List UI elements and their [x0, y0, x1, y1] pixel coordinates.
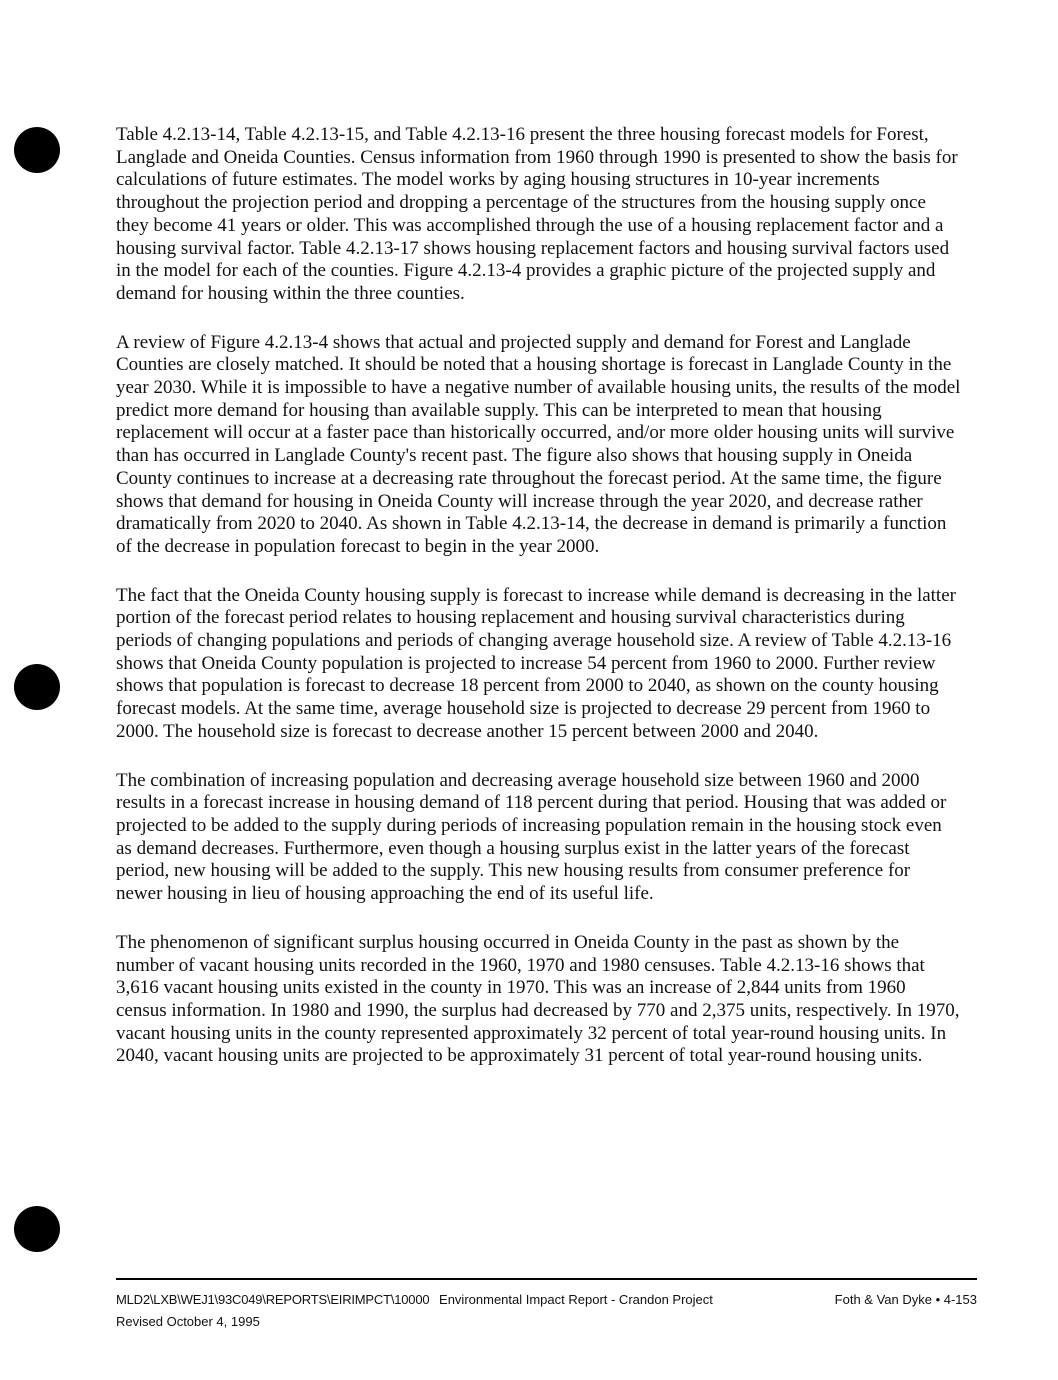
paragraph-oneida-supply-demand: The fact that the Oneida County housing supply is forecast to increase while demand is decreasing in the latter portion of the forecast period relates to housing replacement and housing survival characteristics during periods of changing populations and periods of changing average household size. A review of Table 4.2.13-16 shows that Oneida County population is projected to increase 54 percent from 1960 to 2000. Further review shows that population is forecast to decrease 18 percent from 2000 to 2040, as shown on the county housing forecast models. At the same time, average household size is projected to decrease 29 percent from 1960 to 2000. The household size is forecast to decrease another 15 percent between 2000 and 2040. [116, 584, 956, 742]
footer-file-path: MLD2\LXB\WEJ1\93C049\REPORTS\EIRIMPCT\10000 [116, 1292, 430, 1307]
footer-divider [116, 1278, 977, 1280]
footer-left [116, 1290, 796, 1310]
binder-punch-hole [14, 127, 60, 173]
footer-document-title: Environmental Impact Report - Crandon Project [439, 1292, 713, 1307]
binder-punch-hole [14, 664, 60, 710]
paragraph-figure-review: A review of Figure 4.2.13-4 shows that actual and projected supply and demand for Forest and Langlade Counties are closely matched. It should be noted that a housing shortage is forecast in Langlade County in the year 2030. While it is impossible to have a negative number of available housing units, the results of the model predict more demand for housing than available supply. This can be interpreted to mean that housing replacement will occur at a faster pace than historically occurred, and/or more older housing units will survive than has occurred in Langlade County's recent past. The figure also shows that housing supply in Oneida County continues to increase at a decreasing rate throughout the forecast period. At the same time, the figure shows that demand for housing in Oneida County will increase through the year 2020, and decrease rather dramatically from 2020 to 2040. As shown in Table 4.2.13-14, the decrease in demand is primarily a function of the decrease in population forecast to begin in the year 2000. [116, 331, 961, 557]
footer-firm-page-number: Foth & Van Dyke • 4-153 [834, 1292, 977, 1307]
footer-revised-date: Revised October 4, 1995 [116, 1314, 260, 1329]
paragraph-surplus-housing: The phenomenon of significant surplus housing occurred in Oneida County in the past as shown by the number of vacant housing units recorded in the 1960, 1970 and 1980 censuses. Table 4.2.13-16 shows that 3,616 vacant housing units existed in the county in 1970. This was an increase of 2,844 units from 1960 census information. In 1980 and 1990, the surplus had decreased by 770 and 2,375 units, respectively. In 1970, vacant housing units in the county represented approximately 32 percent of total year-round housing units. In 2040, vacant housing units are projected to be approximately 31 percent of total year-round housing units. [116, 931, 960, 1067]
document-body [116, 124, 961, 1094]
paragraph-population-household-size: The combination of increasing population and decreasing average household size between 1960 and 2000 results in a forecast increase in housing demand of 118 percent during that period. Housing that was added or projected to be added to the supply during periods of increasing population remain in the housing stock even as demand decreases. Furthermore, even though a housing surplus exist in the latter years of the forecast period, new housing will be added to the supply. This new housing results from consumer preference for newer housing in lieu of housing approaching the end of its useful life. [116, 769, 947, 905]
paragraph-housing-forecast-models: Table 4.2.13-14, Table 4.2.13-15, and Table 4.2.13-16 present the three housing forecast models for Forest, Langlade and Oneida Counties. Census information from 1960 through 1990 is presented to show the basis for calculations of future estimates. The model works by aging housing structures in 10-year increments throughout the projection period and dropping a percentage of the structures from the housing supply once they become 41 years or older. This was accomplished through the use of a housing replacement factor and a housing survival factor. Table 4.2.13-17 shows housing replacement factors and housing survival factors used in the model for each of the counties. Figure 4.2.13-4 provides a graphic picture of the projected supply and demand for housing within the three counties. [116, 124, 958, 304]
binder-punch-hole [14, 1206, 60, 1252]
